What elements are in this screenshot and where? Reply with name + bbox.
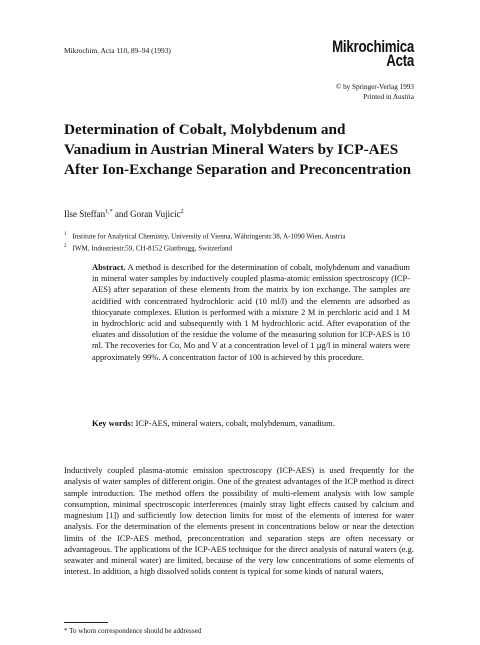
abstract-label: Abstract. bbox=[92, 262, 126, 272]
journal-logo-line1: Mikrochimica bbox=[332, 37, 414, 56]
keywords bbox=[92, 418, 422, 428]
printed-line: Printed in Austria bbox=[363, 93, 414, 101]
affiliations bbox=[64, 230, 424, 254]
footnote: * To whom correspondence should be addressed bbox=[64, 627, 202, 635]
copyright-line: © by Springer-Verlag 1993 bbox=[335, 83, 414, 91]
abstract bbox=[92, 262, 410, 363]
article-title: Determination of Cobalt, Molybdenum and Vanadium in Austrian Mineral Waters by ICP-AES After Ion-Exchange Separation and Preconcentration bbox=[64, 121, 412, 178]
affiliation-2 bbox=[64, 242, 424, 254]
keywords-text: ICP-AES, mineral waters, cobalt, molybdenum, vanadium. bbox=[135, 418, 335, 428]
affiliation-1-text: Institute for Analytical Chemistry, University of Vienna, Währingerstr.38, A-1090 Wien, Austria bbox=[72, 232, 346, 241]
journal-citation: Mikrochim. Acta 110, 89–94 (1993) bbox=[64, 46, 171, 55]
author-conjunction: and bbox=[112, 209, 131, 219]
body-paragraph: Inductively coupled plasma-atomic emission spectroscopy (ICP-AES) is used frequently for the analysis of water samples of different origin. One of the greatest advantages of the ICP method is direct sample introduction. The method offers the possibility of multi-element analysis with low sample consumption, minimal spectroscopic interferences (mainly stray light effects caused by calcium and magnesium [1]) and sufficiently low detection limits for most of the elements of interest for water analysis. For the determination of the elements present in concentrations below or near the detection limits of the ICP-AES method, preconcentration and separation steps are often necessary or advantageous. The applications of the ICP-AES technique for the direct analysis of natural waters (e.g. seawater and mineral water) are limited, because of the very low concentrations of some elements of interest. In addition, a high dissolved solids content is typical for some kinds of natural waters, bbox=[64, 465, 414, 577]
keywords-label: Key words: bbox=[92, 418, 134, 428]
author-1-marks: 1,* bbox=[105, 209, 113, 215]
affiliation-1 bbox=[64, 230, 424, 242]
author-2: Goran Vujicic bbox=[130, 209, 181, 219]
abstract-text: A method is described for the determination of cobalt, molybdenum and vanadium in mineral water samples by inductively coupled plasma-atomic emission spectroscopy (ICP-AES) after separation of these elements from the matrix by ion exchange. The samples are acidified with concentrated hydrochloric acid (10 ml/l) and the elements are adsorbed as thiocyanate complexes. Elution is performed with a mixture 2 M in perchloric acid and 1 M in hydrochloric acid and subsequently with 1 M hydrochloric acid. After evaporation of the eluates and dissolution of the residue the volume of the measuring solution for ICP-AES is 10 ml. The recoveries for Co, Mo and V at a concentration level of 1 µg/l in mineral waters were approximately 99%. A concentration factor of 100 is achieved by this procedure. bbox=[92, 262, 410, 362]
publisher-info bbox=[336, 82, 414, 102]
journal-logo-line2: Acta bbox=[386, 51, 414, 70]
footnote-divider bbox=[64, 622, 108, 623]
journal-logo bbox=[332, 37, 414, 70]
affiliation-2-mark: 2 bbox=[64, 243, 67, 249]
author-line bbox=[64, 209, 184, 219]
author-1: Ilse Steffan bbox=[64, 209, 106, 219]
author-2-marks: 2 bbox=[180, 209, 184, 215]
affiliation-1-mark: 1 bbox=[64, 232, 67, 237]
affiliation-2-text: IWM, Industriestr.59, CH-8152 Glattbrugg, Switzerland bbox=[72, 244, 233, 253]
